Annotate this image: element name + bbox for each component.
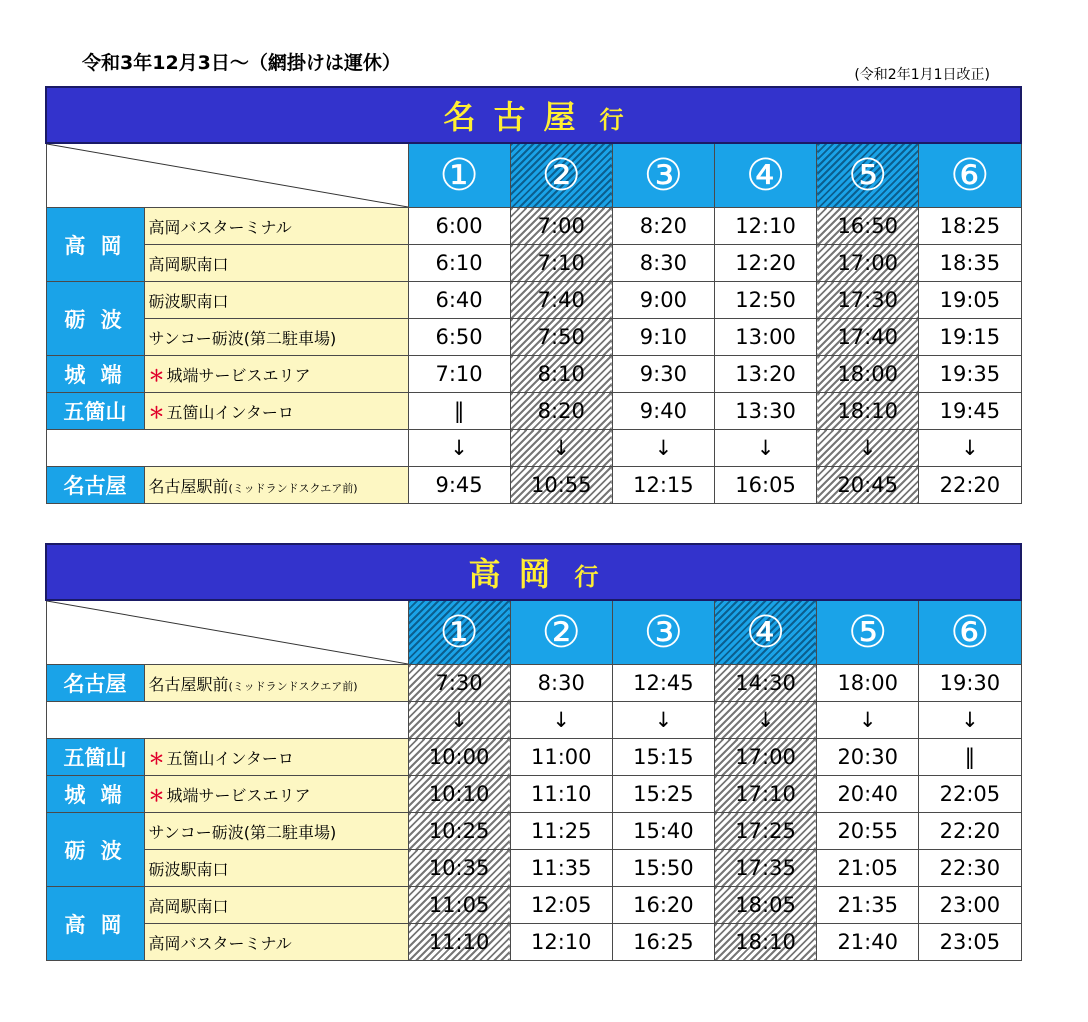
down-arrow-icon: ↓	[919, 702, 1021, 739]
stop-label: 名古屋駅前	[148, 674, 229, 694]
table-title	[46, 544, 1021, 600]
time-cell: 18:00	[817, 356, 919, 393]
time-cell: 18:35	[919, 245, 1021, 282]
time-cell: 20:30	[817, 739, 919, 776]
trip-number-suspended: ⑤	[817, 143, 919, 208]
stop-name: 砺波駅南口	[144, 282, 408, 319]
time-cell: 15:25	[612, 776, 714, 813]
time-cell: 12:50	[714, 282, 816, 319]
time-cell: 16:20	[612, 887, 714, 924]
time-cell: 7:10	[408, 356, 510, 393]
stop-label: 城端サービスエリア	[166, 365, 311, 385]
asterisk-icon: ＊	[148, 748, 165, 768]
time-cell: 8:20	[510, 393, 612, 430]
time-cell: 7:50	[510, 319, 612, 356]
stop-name: 高岡駅南口	[144, 887, 408, 924]
time-cell: 10:10	[408, 776, 510, 813]
stop-name: 砺波駅南口	[144, 850, 408, 887]
area-label: 五箇山	[46, 393, 144, 430]
time-cell: 7:00	[510, 208, 612, 245]
time-cell: 6:00	[408, 208, 510, 245]
time-cell: 16:50	[817, 208, 919, 245]
time-cell: 8:10	[510, 356, 612, 393]
time-cell: 15:15	[612, 739, 714, 776]
stop-name	[144, 356, 408, 393]
time-cell: 11:10	[408, 924, 510, 961]
time-cell: 6:10	[408, 245, 510, 282]
revision-date: (令和2年1月1日改正)	[854, 67, 990, 83]
time-cell: 12:20	[714, 245, 816, 282]
time-cell: 17:10	[714, 776, 816, 813]
time-cell: 11:25	[510, 813, 612, 850]
asterisk-icon: ＊	[148, 402, 165, 422]
time-cell: 22:20	[919, 813, 1021, 850]
time-cell: 8:30	[612, 245, 714, 282]
stop-note: (ミッドランドスクエア前)	[228, 481, 358, 495]
down-arrow-icon: ↓	[817, 430, 919, 467]
down-arrow-icon: ↓	[612, 430, 714, 467]
area-label: 砺 波	[46, 813, 144, 887]
area-label: 五箇山	[46, 739, 144, 776]
stop-name	[144, 467, 408, 504]
time-cell: 6:40	[408, 282, 510, 319]
time-cell: 12:05	[510, 887, 612, 924]
timetable-to-takaoka	[45, 543, 1022, 961]
asterisk-icon: ＊	[148, 785, 165, 805]
time-cell: 15:50	[612, 850, 714, 887]
destination-name: 名古屋	[443, 98, 594, 136]
trip-number-suspended: ④	[714, 600, 816, 665]
time-cell: 11:00	[510, 739, 612, 776]
destination-suffix: 行	[599, 106, 624, 134]
time-cell: 23:05	[919, 924, 1021, 961]
time-cell: 10:35	[408, 850, 510, 887]
area-label: 名古屋	[46, 665, 144, 702]
time-cell: 11:05	[408, 887, 510, 924]
down-arrow-icon: ↓	[408, 702, 510, 739]
stop-name: 高岡バスターミナル	[144, 208, 408, 245]
time-cell: 8:20	[612, 208, 714, 245]
time-cell: 16:25	[612, 924, 714, 961]
stop-label: 城端サービスエリア	[166, 785, 311, 805]
corner-cell	[46, 143, 408, 208]
time-cell: 12:10	[714, 208, 816, 245]
time-cell: 17:35	[714, 850, 816, 887]
trip-number-suspended: ②	[510, 143, 612, 208]
time-cell: 17:00	[714, 739, 816, 776]
stop-name	[144, 665, 408, 702]
time-cell: 23:00	[919, 887, 1021, 924]
time-cell: 18:05	[714, 887, 816, 924]
time-cell: 22:05	[919, 776, 1021, 813]
time-cell: 22:30	[919, 850, 1021, 887]
trip-number: ⑤	[817, 600, 919, 665]
time-cell: 17:00	[817, 245, 919, 282]
time-cell: 7:10	[510, 245, 612, 282]
time-cell: 13:00	[714, 319, 816, 356]
time-cell: 9:45	[408, 467, 510, 504]
stop-label: 五箇山インターロ	[166, 748, 294, 768]
stop-name: サンコー砺波(第二駐車場)	[144, 813, 408, 850]
time-cell: 17:40	[817, 319, 919, 356]
trip-number: ④	[714, 143, 816, 208]
trip-number: ③	[612, 143, 714, 208]
area-label: 城 端	[46, 776, 144, 813]
trip-number: ①	[408, 143, 510, 208]
time-cell: 18:10	[714, 924, 816, 961]
diagonal-line	[47, 144, 408, 207]
time-cell: 13:30	[714, 393, 816, 430]
timetable-to-nagoya	[45, 86, 1022, 504]
arrow-row-spacer	[46, 430, 408, 467]
time-cell: 14:30	[714, 665, 816, 702]
time-cell: 19:15	[919, 319, 1021, 356]
area-label: 砺 波	[46, 282, 144, 356]
time-cell: 10:55	[510, 467, 612, 504]
corner-cell	[46, 600, 408, 665]
time-cell: 10:00	[408, 739, 510, 776]
stop-name: 高岡バスターミナル	[144, 924, 408, 961]
time-cell: 20:45	[817, 467, 919, 504]
time-cell: 17:25	[714, 813, 816, 850]
stop-name: サンコー砺波(第二駐車場)	[144, 319, 408, 356]
stop-label: 名古屋駅前	[148, 476, 229, 496]
time-cell: 17:30	[817, 282, 919, 319]
down-arrow-icon: ↓	[714, 430, 816, 467]
time-cell: 15:40	[612, 813, 714, 850]
time-cell: 7:40	[510, 282, 612, 319]
time-cell: 22:20	[919, 467, 1021, 504]
trip-number: ⑥	[919, 143, 1021, 208]
time-cell: 7:30	[408, 665, 510, 702]
time-cell: 8:30	[510, 665, 612, 702]
time-cell: 18:00	[817, 665, 919, 702]
down-arrow-icon: ↓	[510, 430, 612, 467]
time-cell: 13:20	[714, 356, 816, 393]
asterisk-icon: ＊	[148, 365, 165, 385]
time-cell: 9:00	[612, 282, 714, 319]
area-label: 城 端	[46, 356, 144, 393]
arrow-row-spacer	[46, 702, 408, 739]
stop-note: (ミッドランドスクエア前)	[228, 679, 358, 693]
time-cell: 11:10	[510, 776, 612, 813]
schedule-notice: 令和3年12月3日～（網掛けは運休）	[82, 52, 401, 74]
trip-number-suspended: ①	[408, 600, 510, 665]
down-arrow-icon: ↓	[919, 430, 1021, 467]
area-label: 高 岡	[46, 887, 144, 961]
time-cell: 16:05	[714, 467, 816, 504]
pass-mark: ‖	[919, 739, 1021, 776]
time-cell: 12:45	[612, 665, 714, 702]
stop-name	[144, 393, 408, 430]
stop-label: 五箇山インターロ	[166, 402, 294, 422]
trip-number: ⑥	[919, 600, 1021, 665]
down-arrow-icon: ↓	[817, 702, 919, 739]
area-label: 名古屋	[46, 467, 144, 504]
time-cell: 21:35	[817, 887, 919, 924]
down-arrow-icon: ↓	[510, 702, 612, 739]
time-cell: 20:55	[817, 813, 919, 850]
down-arrow-icon: ↓	[612, 702, 714, 739]
trip-number: ②	[510, 600, 612, 665]
stop-name	[144, 739, 408, 776]
diagonal-line	[47, 601, 408, 664]
time-cell: 12:15	[612, 467, 714, 504]
time-cell: 6:50	[408, 319, 510, 356]
time-cell: 19:35	[919, 356, 1021, 393]
time-cell: 9:30	[612, 356, 714, 393]
destination-name: 高岡	[468, 555, 569, 593]
time-cell: 10:25	[408, 813, 510, 850]
time-cell: 18:25	[919, 208, 1021, 245]
pass-mark: ‖	[408, 393, 510, 430]
stop-name	[144, 776, 408, 813]
destination-suffix: 行	[574, 563, 599, 591]
time-cell: 19:30	[919, 665, 1021, 702]
table-title	[46, 87, 1021, 143]
time-cell: 19:05	[919, 282, 1021, 319]
time-cell: 18:10	[817, 393, 919, 430]
time-cell: 20:40	[817, 776, 919, 813]
time-cell: 9:10	[612, 319, 714, 356]
down-arrow-icon: ↓	[714, 702, 816, 739]
trip-number: ③	[612, 600, 714, 665]
time-cell: 21:05	[817, 850, 919, 887]
time-cell: 19:45	[919, 393, 1021, 430]
stop-name: 高岡駅南口	[144, 245, 408, 282]
time-cell: 9:40	[612, 393, 714, 430]
time-cell: 21:40	[817, 924, 919, 961]
time-cell: 11:35	[510, 850, 612, 887]
down-arrow-icon: ↓	[408, 430, 510, 467]
time-cell: 12:10	[510, 924, 612, 961]
area-label: 高 岡	[46, 208, 144, 282]
